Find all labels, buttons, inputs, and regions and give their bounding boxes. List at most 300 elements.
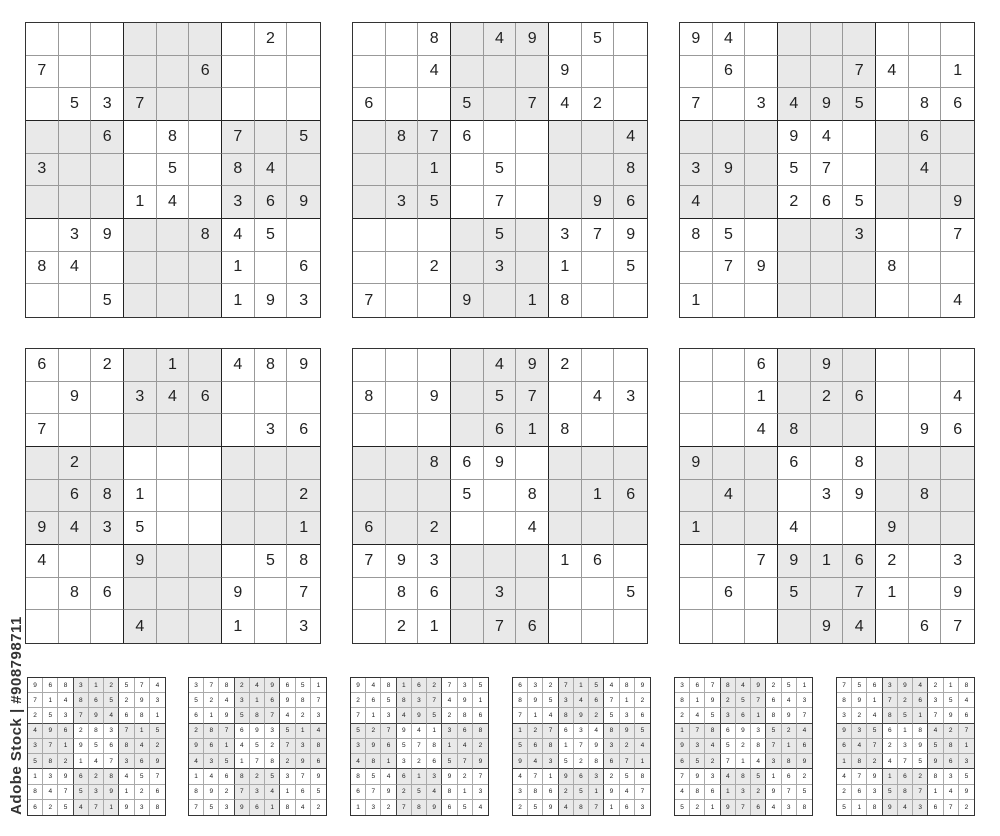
sudoku-cell: 4: [745, 414, 778, 447]
sudoku-cell: 4: [250, 678, 265, 693]
sudoku-cell: [287, 382, 320, 415]
sudoku-cell: [418, 349, 451, 382]
sudoku-cell: 7: [353, 545, 386, 578]
sudoku-cell: [59, 284, 92, 317]
sudoku-cell: 4: [811, 121, 844, 154]
sudoku-cell: [909, 56, 942, 89]
sudoku-cell: 4: [635, 739, 650, 754]
sudoku-cell: 5: [766, 724, 781, 739]
sudoku-cell: [811, 414, 844, 447]
sudoku-cell: [451, 610, 484, 643]
sudoku-cell: 4: [222, 349, 255, 382]
sudoku-cell: [91, 186, 124, 219]
sudoku-cell: [549, 186, 582, 219]
sudoku-cell: [386, 512, 419, 545]
sudoku-cell: 7: [589, 800, 604, 815]
sudoku-cell: 8: [782, 754, 797, 769]
sudoku-cell: [59, 23, 92, 56]
sudoku-cell: 7: [751, 693, 766, 708]
sudoku-cell: [516, 578, 549, 611]
sudoku-cell: 5: [157, 154, 190, 187]
sudoku-cell: 6: [705, 785, 720, 800]
sudoku-cell: [582, 578, 615, 611]
sudoku-cell: 9: [876, 512, 909, 545]
sudoku-cell: 3: [119, 754, 134, 769]
sudoku-cell: 4: [909, 154, 942, 187]
sudoku-cell: [189, 414, 222, 447]
sudoku-cell: 1: [913, 708, 928, 723]
sudoku-cell: 8: [427, 739, 442, 754]
sudoku-cell: 1: [928, 785, 943, 800]
sudoku-cell: 6: [797, 739, 812, 754]
sudoku-cell: [26, 610, 59, 643]
sudoku-cell: 2: [255, 23, 288, 56]
sudoku-cell: 2: [690, 800, 705, 815]
sudoku-cell: 3: [589, 769, 604, 784]
sudoku-cell: 9: [782, 708, 797, 723]
sudoku-cell: 4: [222, 219, 255, 252]
sudoku-cell: 2: [89, 769, 104, 784]
sudoku-cell: 8: [913, 724, 928, 739]
sudoku-cell: 6: [843, 382, 876, 415]
sudoku-cell: [876, 447, 909, 480]
sudoku-cell: 6: [353, 512, 386, 545]
sudoku-cell: [582, 414, 615, 447]
sudoku-cell: [222, 447, 255, 480]
sudoku-cell: 6: [189, 708, 204, 723]
sudoku-cell: 1: [736, 754, 751, 769]
sudoku-cell: 6: [135, 754, 150, 769]
sudoku-cell: 8: [412, 800, 427, 815]
sudoku-cell: 6: [28, 800, 43, 815]
sudoku-cell: 2: [528, 724, 543, 739]
sudoku-cell: 6: [255, 186, 288, 219]
sudoku-cell: 9: [614, 219, 647, 252]
sudoku-cell: 4: [265, 785, 280, 800]
sudoku-cell: 4: [549, 88, 582, 121]
sudoku-cell: [255, 382, 288, 415]
sudoku-cell: 7: [745, 545, 778, 578]
sudoku-cell: 3: [959, 754, 974, 769]
sudoku-cell: [124, 219, 157, 252]
sudoku-cell: 4: [778, 512, 811, 545]
sudoku-cell: [451, 578, 484, 611]
sudoku-cell: 5: [837, 800, 852, 815]
sudoku-cell: 6: [412, 678, 427, 693]
sudoku-cell: 4: [458, 739, 473, 754]
sudoku-cell: 3: [235, 693, 250, 708]
sudoku-cell: 8: [265, 754, 280, 769]
sudoku-cell: 8: [157, 121, 190, 154]
sudoku-cell: 7: [953, 617, 963, 635]
sudoku-cell: 9: [797, 754, 812, 769]
sudoku-cell: 4: [28, 724, 43, 739]
sudoku-cell: 5: [675, 800, 690, 815]
sudoku-cell: 9: [280, 693, 295, 708]
sudoku-cell: 8: [287, 545, 320, 578]
sudoku-cell: 8: [959, 678, 974, 693]
sudoku-cell: [451, 382, 484, 415]
sudoku-cell: 2: [876, 545, 909, 578]
sudoku-cell: [713, 121, 746, 154]
sudoku-cell: [713, 349, 746, 382]
sudoku-cell: [516, 186, 549, 219]
sudoku-cell: [941, 447, 974, 480]
sudoku-cell: 5: [119, 678, 134, 693]
sudoku-cell: 6: [782, 769, 797, 784]
sudoku-cell: 9: [778, 121, 811, 154]
sudoku-cell: [189, 121, 222, 154]
sudoku-cell: 9: [713, 154, 746, 187]
sudoku-cell: 1: [852, 800, 867, 815]
sudoku-cell: 3: [883, 678, 898, 693]
sudoku-cell: 6: [909, 121, 942, 154]
sudoku-cell: 6: [484, 414, 517, 447]
sudoku-cell: 2: [473, 739, 488, 754]
sudoku-cell: [778, 610, 811, 643]
sudoku-cell: 3: [412, 693, 427, 708]
sudoku-cell: [386, 88, 419, 121]
sudoku-cell: 2: [427, 678, 442, 693]
sudoku-cell: 9: [442, 769, 457, 784]
sudoku-cell: [811, 252, 844, 285]
sudoku-cell: 8: [119, 739, 134, 754]
sudoku-cell: 7: [124, 88, 157, 121]
sudoku-cell: 6: [265, 693, 280, 708]
sudoku-cell: 6: [574, 769, 589, 784]
sudoku-cell: 5: [150, 724, 165, 739]
sudoku-cell: 1: [559, 739, 574, 754]
sudoku-cell: [91, 545, 124, 578]
sudoku-cell: [582, 121, 615, 154]
sudoku-cell: [484, 512, 517, 545]
sudoku-cell: 8: [26, 252, 59, 285]
sudoku-cell: [680, 382, 713, 415]
sudoku-cell: 5: [484, 219, 517, 252]
sudoku-cell: 3: [265, 724, 280, 739]
sudoku-cell: 4: [516, 512, 549, 545]
sudoku-cell: 4: [959, 693, 974, 708]
sudoku-cell: 3: [751, 724, 766, 739]
sudoku-cell: [189, 349, 222, 382]
sudoku-cell: [582, 447, 615, 480]
sudoku-cell: 2: [736, 739, 751, 754]
sudoku-cell: 8: [442, 785, 457, 800]
sudoku-cell: 9: [549, 56, 582, 89]
sudoku-cell: 2: [418, 252, 451, 285]
sudoku-cell: 5: [928, 739, 943, 754]
sudoku-cell: 5: [255, 219, 288, 252]
sudoku-cell: 5: [484, 154, 517, 187]
sudoku-cell: 4: [412, 724, 427, 739]
sudoku-cell: 5: [513, 739, 528, 754]
sudoku-cell: 1: [797, 678, 812, 693]
sudoku-cell: 7: [484, 610, 517, 643]
sudoku-cell: 7: [484, 186, 517, 219]
sudoku-cell: [386, 382, 419, 415]
sudoku-cell: 9: [386, 545, 419, 578]
sudoku-cell: 7: [898, 754, 913, 769]
sudoku-cell: 3: [941, 545, 974, 578]
sudoku-cell: [418, 219, 451, 252]
sudoku-cell: [91, 154, 124, 187]
sudoku-cell: [26, 284, 59, 317]
sudoku-cell: 1: [751, 708, 766, 723]
sudoku-cell: 3: [255, 414, 288, 447]
sudoku-cell: [222, 88, 255, 121]
sudoku-cell: [614, 447, 647, 480]
sudoku-cell: [59, 349, 92, 382]
sudoku-cell: 4: [484, 23, 517, 56]
sudoku-cell: 2: [620, 739, 635, 754]
sudoku-cell: [549, 578, 582, 611]
sudoku-cell: [353, 23, 386, 56]
sudoku-cell: 6: [451, 447, 484, 480]
sudoku-cell: 2: [797, 769, 812, 784]
sudoku-cell: 3: [296, 739, 311, 754]
sudoku-cell: [386, 23, 419, 56]
sudoku-cell: 6: [898, 769, 913, 784]
sudoku-cell: 4: [397, 708, 412, 723]
sudoku-cell: 2: [675, 708, 690, 723]
sudoku-cell: 6: [189, 382, 222, 415]
sudoku-cell: 5: [721, 739, 736, 754]
sudoku-cell: [876, 121, 909, 154]
sudoku-cell: 6: [928, 800, 943, 815]
sudoku-cell: 1: [690, 693, 705, 708]
sudoku-cell: [26, 447, 59, 480]
sudoku-cell: [222, 382, 255, 415]
sudoku-cell: 5: [397, 739, 412, 754]
sudoku-cell: [778, 23, 811, 56]
sudoku-cell: 6: [89, 693, 104, 708]
sudoku-cell: 4: [59, 252, 92, 285]
sudoku-cell: 6: [543, 785, 558, 800]
sudoku-cell: 1: [766, 769, 781, 784]
solution-grid: [512, 677, 651, 816]
sudoku-cell: [124, 121, 157, 154]
sudoku-cell: [745, 121, 778, 154]
sudoku-cell: [287, 219, 320, 252]
sudoku-cell: 2: [766, 678, 781, 693]
sudoku-cell: 9: [705, 693, 720, 708]
sudoku-cell: 8: [589, 754, 604, 769]
sudoku-cell: 4: [484, 349, 517, 382]
sudoku-cell: [157, 447, 190, 480]
sudoku-cell: [484, 480, 517, 513]
sudoku-cell: 6: [59, 480, 92, 513]
sudoku-cell: 7: [204, 678, 219, 693]
sudoku-cell: 9: [516, 349, 549, 382]
sudoku-cell: [876, 88, 909, 121]
sudoku-cell: 3: [675, 678, 690, 693]
sudoku-cell: [255, 252, 288, 285]
sudoku-cell: 4: [351, 754, 366, 769]
sudoku-cell: 1: [574, 678, 589, 693]
sudoku-cell: 5: [296, 678, 311, 693]
sudoku-cell: 1: [513, 724, 528, 739]
sudoku-cell: 1: [351, 800, 366, 815]
sudoku-cell: 1: [635, 754, 650, 769]
sudoku-cell: [451, 219, 484, 252]
sudoku-cell: 6: [959, 708, 974, 723]
sudoku-cell: 5: [427, 708, 442, 723]
sudoku-cell: 8: [155, 803, 160, 811]
sudoku-cell: 4: [797, 724, 812, 739]
sudoku-cell: 2: [751, 785, 766, 800]
puzzle-grid: [25, 348, 321, 644]
sudoku-cell: 8: [559, 708, 574, 723]
sudoku-cell: 6: [418, 578, 451, 611]
sudoku-cell: 5: [91, 284, 124, 317]
sudoku-cell: 1: [941, 56, 974, 89]
sudoku-cell: 9: [516, 23, 549, 56]
sudoku-cell: 4: [913, 678, 928, 693]
sudoku-cell: 5: [135, 769, 150, 784]
sudoku-cell: 7: [852, 769, 867, 784]
sudoku-cell: 2: [91, 349, 124, 382]
sudoku-cell: 1: [867, 693, 882, 708]
sudoku-cell: 5: [28, 754, 43, 769]
sudoku-cell: 3: [484, 578, 517, 611]
sudoku-cell: 9: [74, 739, 89, 754]
sudoku-cell: 8: [418, 447, 451, 480]
sudoku-cell: 2: [811, 382, 844, 415]
solution-grid: [674, 677, 813, 816]
sudoku-cell: 3: [366, 800, 381, 815]
sudoku-cell: 4: [559, 800, 574, 815]
sudoku-cell: 3: [549, 219, 582, 252]
sudoku-cell: 5: [418, 186, 451, 219]
sudoku-cell: 8: [473, 724, 488, 739]
sudoku-cell: 7: [43, 739, 58, 754]
sudoku-cell: 4: [58, 693, 73, 708]
sudoku-cell: 2: [589, 708, 604, 723]
sudoku-cell: 8: [802, 803, 807, 811]
sudoku-cell: 7: [135, 678, 150, 693]
sudoku-cell: [713, 414, 746, 447]
sudoku-cell: 4: [620, 785, 635, 800]
sudoku-cell: 1: [944, 678, 959, 693]
sudoku-cell: 7: [89, 800, 104, 815]
sudoku-cell: 1: [135, 724, 150, 739]
sudoku-cell: 6: [150, 785, 165, 800]
sudoku-cell: [614, 56, 647, 89]
sudoku-cell: [91, 382, 124, 415]
sudoku-cell: 8: [543, 739, 558, 754]
sudoku-cell: 7: [397, 800, 412, 815]
sudoku-cell: 4: [778, 88, 811, 121]
sudoku-cell: 7: [736, 800, 751, 815]
sudoku-cell: 7: [296, 769, 311, 784]
sudoku-cell: [255, 447, 288, 480]
sudoku-cell: 8: [43, 754, 58, 769]
sudoku-cell: [778, 252, 811, 285]
sudoku-cell: [745, 186, 778, 219]
sudoku-cell: [680, 252, 713, 285]
sudoku-cell: 9: [736, 724, 751, 739]
sudoku-cell: 2: [204, 693, 219, 708]
sudoku-cell: 6: [751, 800, 766, 815]
sudoku-cell: [516, 121, 549, 154]
sudoku-cell: 7: [913, 785, 928, 800]
sudoku-cell: 5: [582, 23, 615, 56]
sudoku-cell: 2: [549, 349, 582, 382]
sudoku-cell: 3: [614, 382, 647, 415]
sudoku-cell: 7: [782, 785, 797, 800]
sudoku-cell: [582, 349, 615, 382]
sudoku-cell: 3: [299, 617, 309, 635]
sudoku-cell: 5: [59, 88, 92, 121]
sudoku-cell: 1: [589, 785, 604, 800]
sudoku-cell: 7: [766, 739, 781, 754]
sudoku-cell: [516, 56, 549, 89]
sudoku-cell: 1: [745, 382, 778, 415]
sudoku-cell: 3: [766, 754, 781, 769]
sudoku-cell: 1: [74, 754, 89, 769]
sudoku-cell: [418, 480, 451, 513]
sudoku-cell: [189, 23, 222, 56]
sudoku-cell: [484, 121, 517, 154]
sudoku-cell: 4: [255, 154, 288, 187]
sudoku-cell: 6: [513, 678, 528, 693]
sudoku-cell: 8: [604, 724, 619, 739]
sudoku-cell: [811, 447, 844, 480]
sudoku-cell: 4: [427, 785, 442, 800]
sudoku-cell: 9: [250, 724, 265, 739]
sudoku-cell: [745, 284, 778, 317]
sudoku-cell: 7: [250, 754, 265, 769]
sudoku-cell: 9: [397, 724, 412, 739]
sudoku-cell: [386, 219, 419, 252]
sudoku-cell: 1: [675, 724, 690, 739]
sudoku-cell: 1: [543, 769, 558, 784]
sudoku-cell: 4: [721, 769, 736, 784]
sudoku-cell: 4: [59, 512, 92, 545]
sudoku-cell: 1: [528, 708, 543, 723]
sudoku-cell: 2: [574, 754, 589, 769]
sudoku-cell: 9: [604, 785, 619, 800]
sudoku-cell: [549, 610, 582, 643]
sudoku-cell: 1: [680, 512, 713, 545]
sudoku-cell: 5: [867, 724, 882, 739]
sudoku-cell: [287, 56, 320, 89]
sudoku-cell: [484, 545, 517, 578]
sudoku-cell: 7: [811, 154, 844, 187]
sudoku-cell: [843, 154, 876, 187]
sudoku-cell: 9: [287, 186, 320, 219]
sudoku-cell: 8: [843, 447, 876, 480]
sudoku-cell: 5: [58, 800, 73, 815]
sudoku-cell: 1: [189, 769, 204, 784]
sudoku-cell: 7: [721, 754, 736, 769]
sudoku-cell: 4: [135, 739, 150, 754]
sudoku-cell: 7: [883, 693, 898, 708]
sudoku-cell: [255, 56, 288, 89]
sudoku-cell: [713, 447, 746, 480]
sudoku-cell: 1: [296, 724, 311, 739]
sudoku-cell: 9: [484, 447, 517, 480]
sudoku-cell: [516, 252, 549, 285]
sudoku-cell: 1: [222, 284, 255, 317]
sudoku-cell: 9: [883, 800, 898, 815]
solution-grid: [27, 677, 166, 816]
sudoku-cell: 5: [280, 724, 295, 739]
sudoku-cell: 6: [811, 186, 844, 219]
sudoku-cell: [876, 349, 909, 382]
sudoku-cell: [549, 23, 582, 56]
sudoku-cell: 2: [867, 754, 882, 769]
